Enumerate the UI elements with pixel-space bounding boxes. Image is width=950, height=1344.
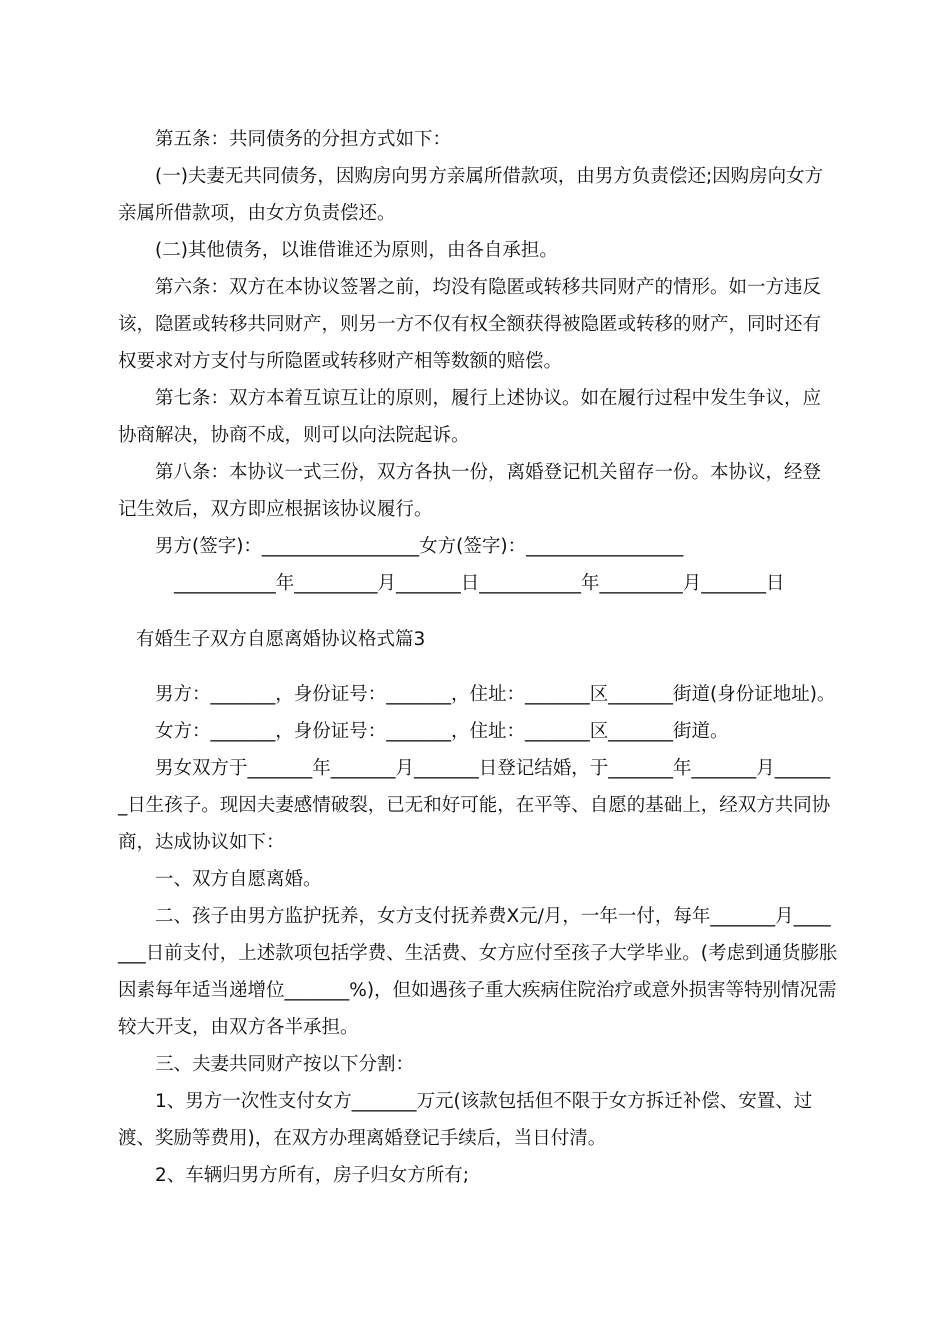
- woman-info: 女方：_______，身份证号：_______，住址：_______区_______街道。: [155, 721, 729, 742]
- clause-1: 一、双方自愿离婚。: [155, 869, 322, 890]
- clause-3-2: 2、车辆归男方所有，房子归女方所有;: [155, 1165, 470, 1186]
- article-6: 第六条：双方在本协议签署之前，均没有隐匿或转移共同财产的情形。如一方违反该，隐匿或转移共同财产，则另一方不仅有权全额获得被隐匿或转移的财产，同时还有权要求对方支付与所隐匿或转移财产相等数额的赔偿。: [118, 277, 822, 372]
- document-body: [118, 121, 838, 1194]
- section-title: 有婚生子双方自愿离婚协议格式篇3: [136, 628, 426, 650]
- signature-line: 男方(签字)：_________________女方(签字)：_________________: [155, 536, 684, 557]
- clause-3: 三、夫妻共同财产按以下分割：: [155, 1054, 415, 1075]
- article-8: 第八条：本协议一式三份，双方各执一份，离婚登记机关留存一份。本协议，经登记生效后，双方即应根据该协议履行。: [118, 462, 822, 520]
- article-7: 第七条：双方本着互谅互让的原则，履行上述协议。如在履行过程中发生争议，应协商解决，协商不成，则可以向法院起诉。: [118, 388, 822, 446]
- clause-2: 二、孩子由男方监护抚养，女方支付抚养费X元/月，一年一付，每年_______月_______日前支付，上述款项包括学费、生活费、女方应付至孩子大学毕业。(考虑到通货膨胀因素每年适当递增位_______%)，但如遇孩子重大疾病住院治疗或意外损害等特别情况需较大开支，由双方各半承担。: [118, 906, 838, 1038]
- date-line: ___________年_________月_______日___________年_________月_______日: [174, 573, 785, 594]
- article-5-title: 第五条：共同债务的分担方式如下：: [155, 129, 452, 150]
- clause-3-1: 1、男方一次性支付女方_______万元(该款包括但不限于女方拆迁补偿、安置、过渡、奖励等费用)，在双方办理离婚登记手续后，当日付清。: [118, 1091, 813, 1149]
- marriage-info: 男女双方于_______年_______月_______日登记结婚，于_______年_______月_______日生孩子。现因夫妻感情破裂，已无和好可能，在平等、自愿的基础上，经双方共同协商，达成协议如下：: [118, 758, 831, 853]
- man-info: 男方：_______，身份证号：_______，住址：_______区_______街道(身份证地址)。: [155, 684, 836, 705]
- article-5-item-1: (一)夫妻无共同债务，因购房向男方亲属所借款项，由男方负责偿还;因购房向女方亲属所借款项，由女方负责偿还。: [118, 166, 824, 224]
- article-5-item-2: (二)其他债务，以谁借谁还为原则，由各自承担。: [155, 240, 558, 261]
